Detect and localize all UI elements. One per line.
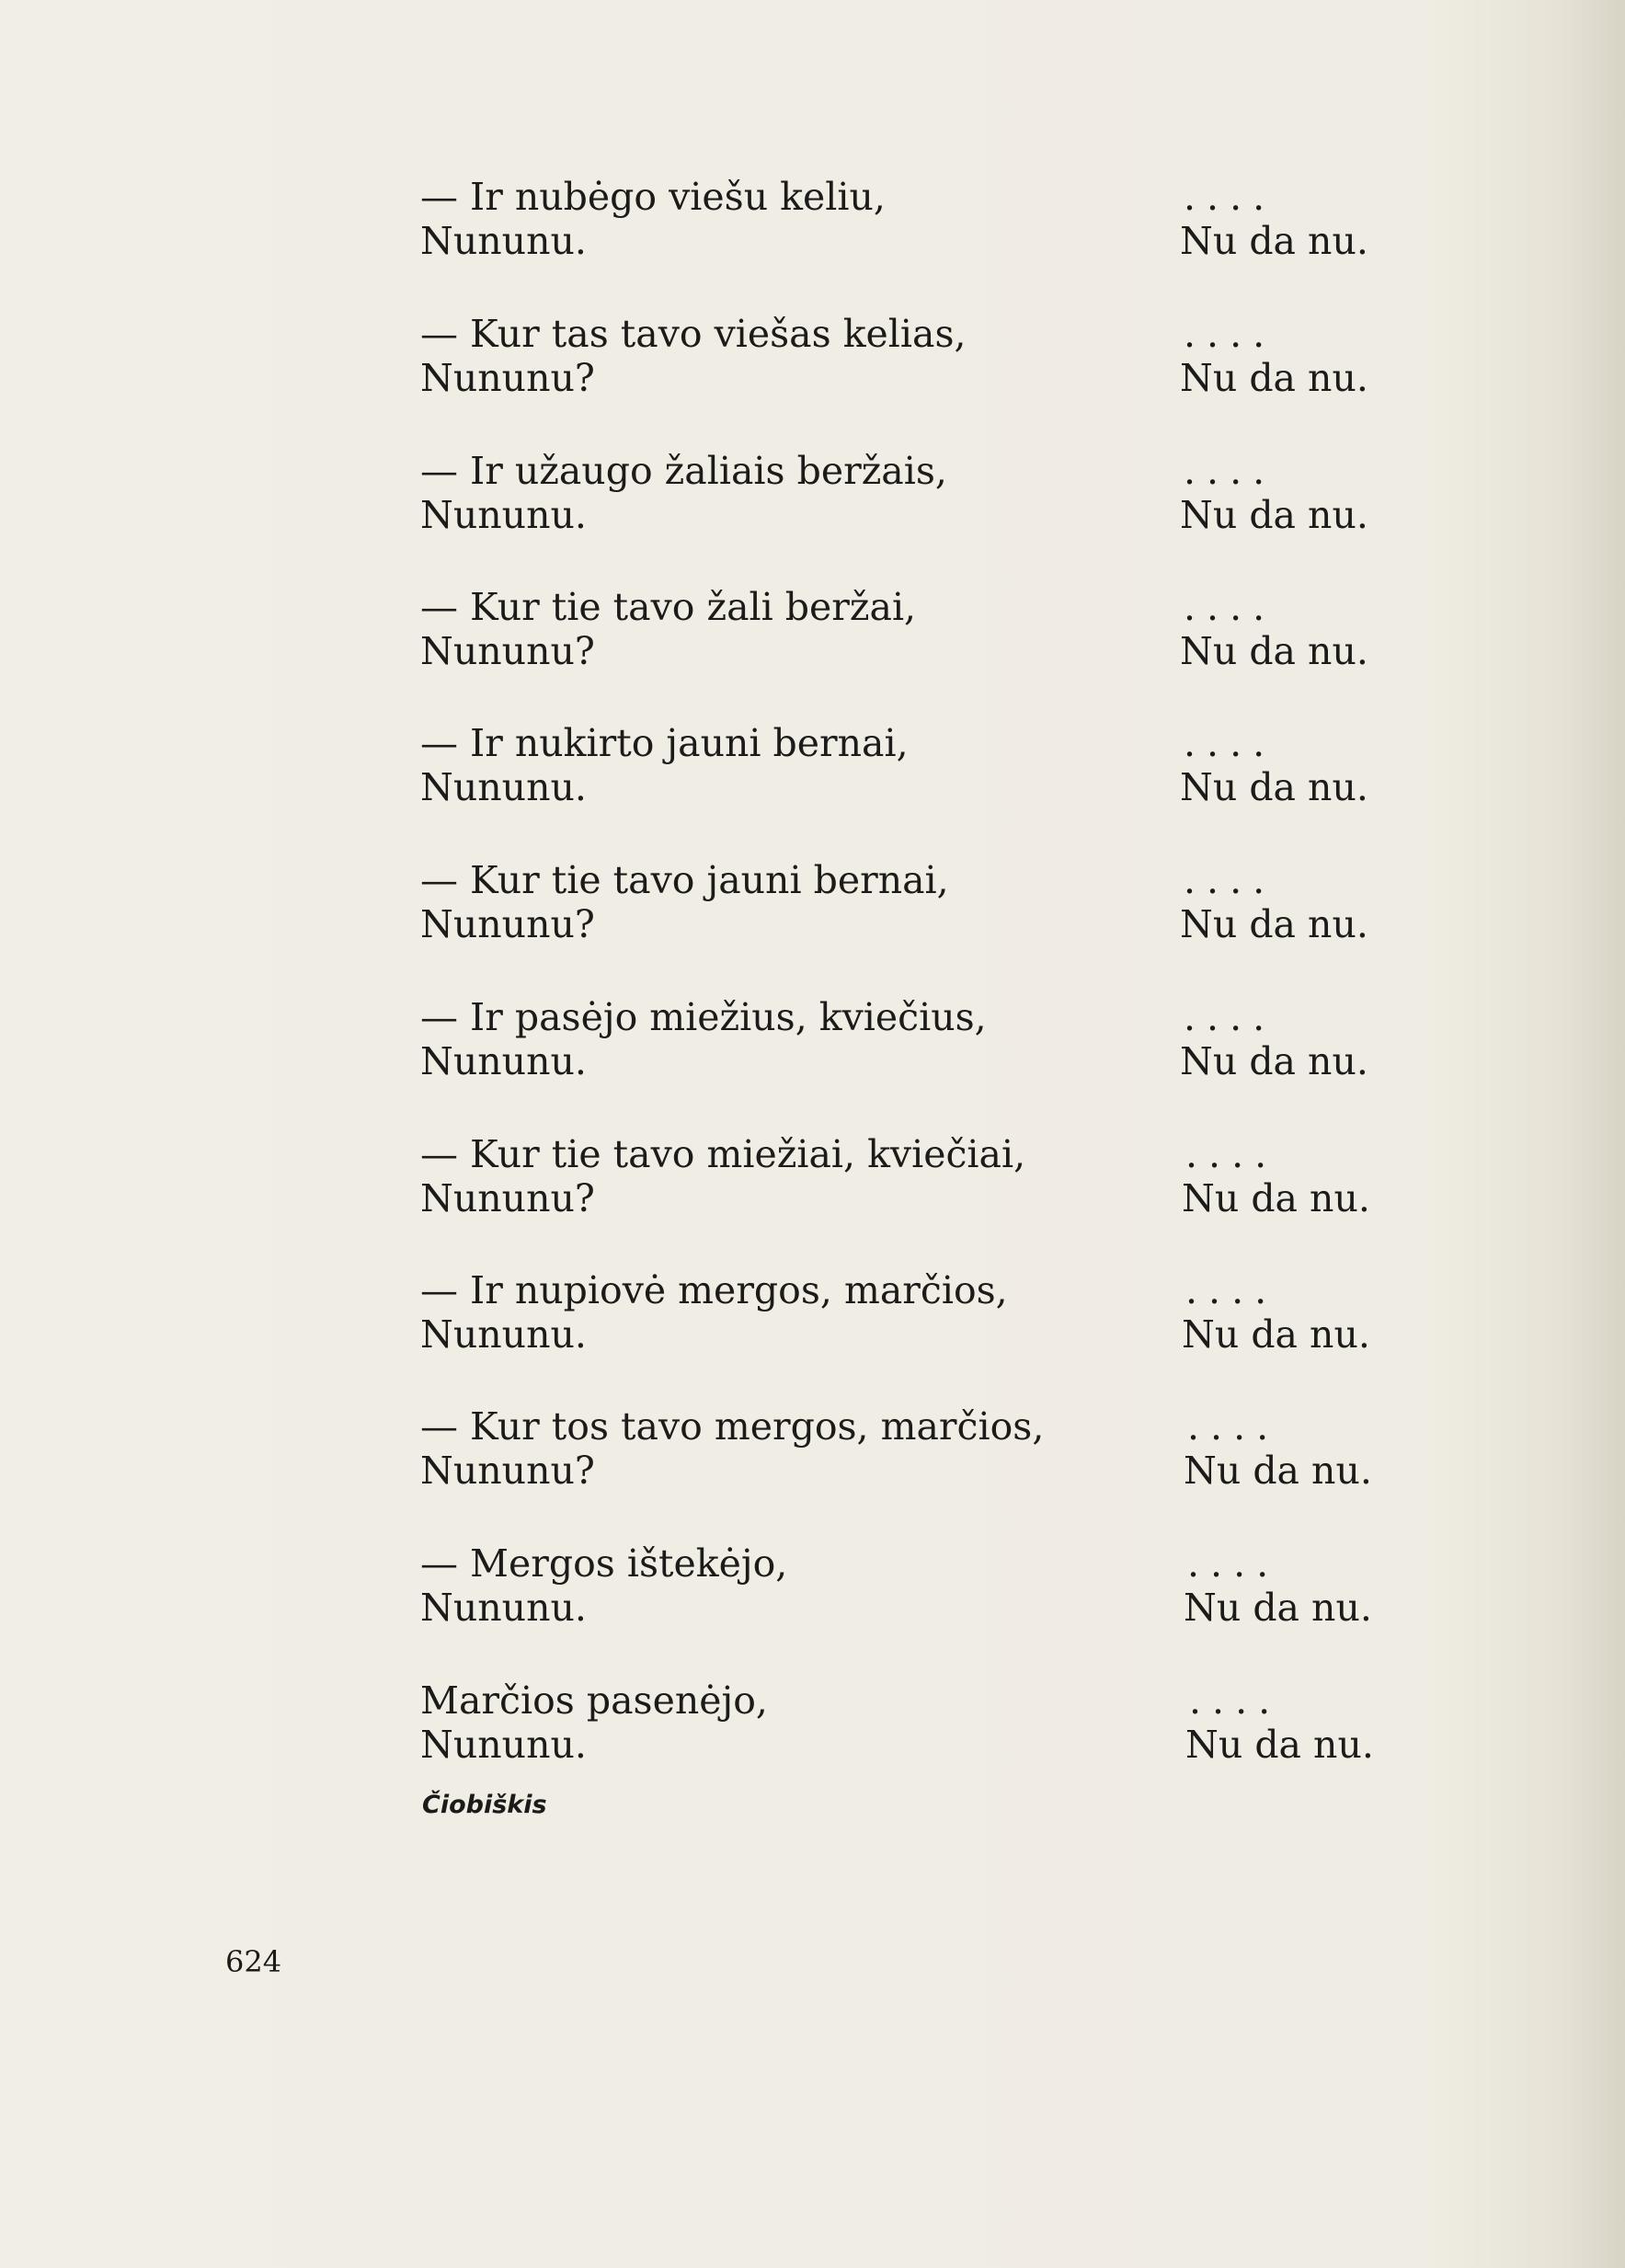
stanza-7 [420, 995, 1377, 1115]
response-line: Nununu. [420, 1312, 587, 1357]
verse-line: — Kur tie tavo miežiai, kviečiai, [420, 1132, 1026, 1176]
verse-line: — Ir pasėjo miežius, kviečius, [420, 995, 987, 1039]
verse-line: Marčios pasenėjo, [420, 1678, 768, 1723]
stanza-10 [420, 1404, 1377, 1524]
verse-line: — Kur tie tavo jauni bernai, [420, 858, 949, 902]
response-line: Nununu. [420, 1586, 587, 1630]
refrain-line: Nu da nu. [1185, 1723, 1374, 1767]
response-line: Nununu? [420, 902, 595, 946]
stanza-1 [420, 175, 1377, 294]
stanza-3 [420, 449, 1377, 568]
refrain-line: Nu da nu. [1180, 219, 1368, 263]
ellipsis-dots: .... [1187, 1541, 1280, 1586]
page-number: 624 [225, 1944, 282, 1979]
ellipsis-dots: .... [1184, 995, 1276, 1039]
verse-line: — Ir nukirto jauni bernai, [420, 721, 909, 765]
stanza-6 [420, 858, 1377, 978]
response-line: Nununu. [420, 1039, 587, 1083]
refrain-line: Nu da nu. [1180, 765, 1368, 809]
response-line: Nununu? [420, 1176, 595, 1220]
response-line: Nununu. [420, 1723, 587, 1767]
ellipsis-dots: .... [1184, 175, 1276, 219]
verse-line: — Ir nubėgo viešu keliu, [420, 175, 886, 219]
ellipsis-dots: .... [1187, 1404, 1280, 1449]
stanza-5 [420, 721, 1377, 841]
stanza-9 [420, 1268, 1377, 1388]
refrain-line: Nu da nu. [1180, 1039, 1368, 1083]
ellipsis-dots: .... [1184, 858, 1276, 902]
verse-line: — Kur tas tavo viešas kelias, [420, 312, 967, 356]
ellipsis-dots: .... [1184, 312, 1276, 356]
stanza-4 [420, 585, 1377, 704]
response-line: Nununu? [420, 629, 595, 673]
verse-line: — Ir nupiovė mergos, marčios, [420, 1268, 1008, 1312]
response-line: Nununu? [420, 356, 595, 400]
refrain-line: Nu da nu. [1180, 356, 1368, 400]
verse-line: — Kur tie tavo žali beržai, [420, 585, 917, 629]
verse-line: — Kur tos tavo mergos, marčios, [420, 1404, 1045, 1449]
refrain-line: Nu da nu. [1184, 1449, 1372, 1493]
response-line: Nununu. [420, 765, 587, 809]
verse-line: — Mergos ištekėjo, [420, 1541, 788, 1586]
response-line: Nununu. [420, 493, 587, 537]
refrain-line: Nu da nu. [1184, 1586, 1372, 1630]
verse-line: — Ir užaugo žaliais beržais, [420, 449, 947, 493]
ellipsis-dots: .... [1185, 1268, 1278, 1312]
refrain-line: Nu da nu. [1180, 629, 1368, 673]
stanza-12 [420, 1678, 1377, 1798]
stanza-11 [420, 1541, 1377, 1661]
response-line: Nununu? [420, 1449, 595, 1493]
refrain-line: Nu da nu. [1182, 1176, 1370, 1220]
ellipsis-dots: .... [1189, 1678, 1282, 1723]
refrain-line: Nu da nu. [1180, 493, 1368, 537]
stanza-2 [420, 312, 1377, 431]
source-location: Čiobiškis [422, 1791, 547, 1819]
response-line: Nununu. [420, 219, 587, 263]
stanza-8 [420, 1132, 1377, 1252]
refrain-line: Nu da nu. [1182, 1312, 1370, 1357]
ellipsis-dots: .... [1184, 585, 1276, 629]
ellipsis-dots: .... [1184, 449, 1276, 493]
ellipsis-dots: .... [1184, 721, 1276, 765]
refrain-line: Nu da nu. [1180, 902, 1368, 946]
ellipsis-dots: .... [1185, 1132, 1278, 1176]
